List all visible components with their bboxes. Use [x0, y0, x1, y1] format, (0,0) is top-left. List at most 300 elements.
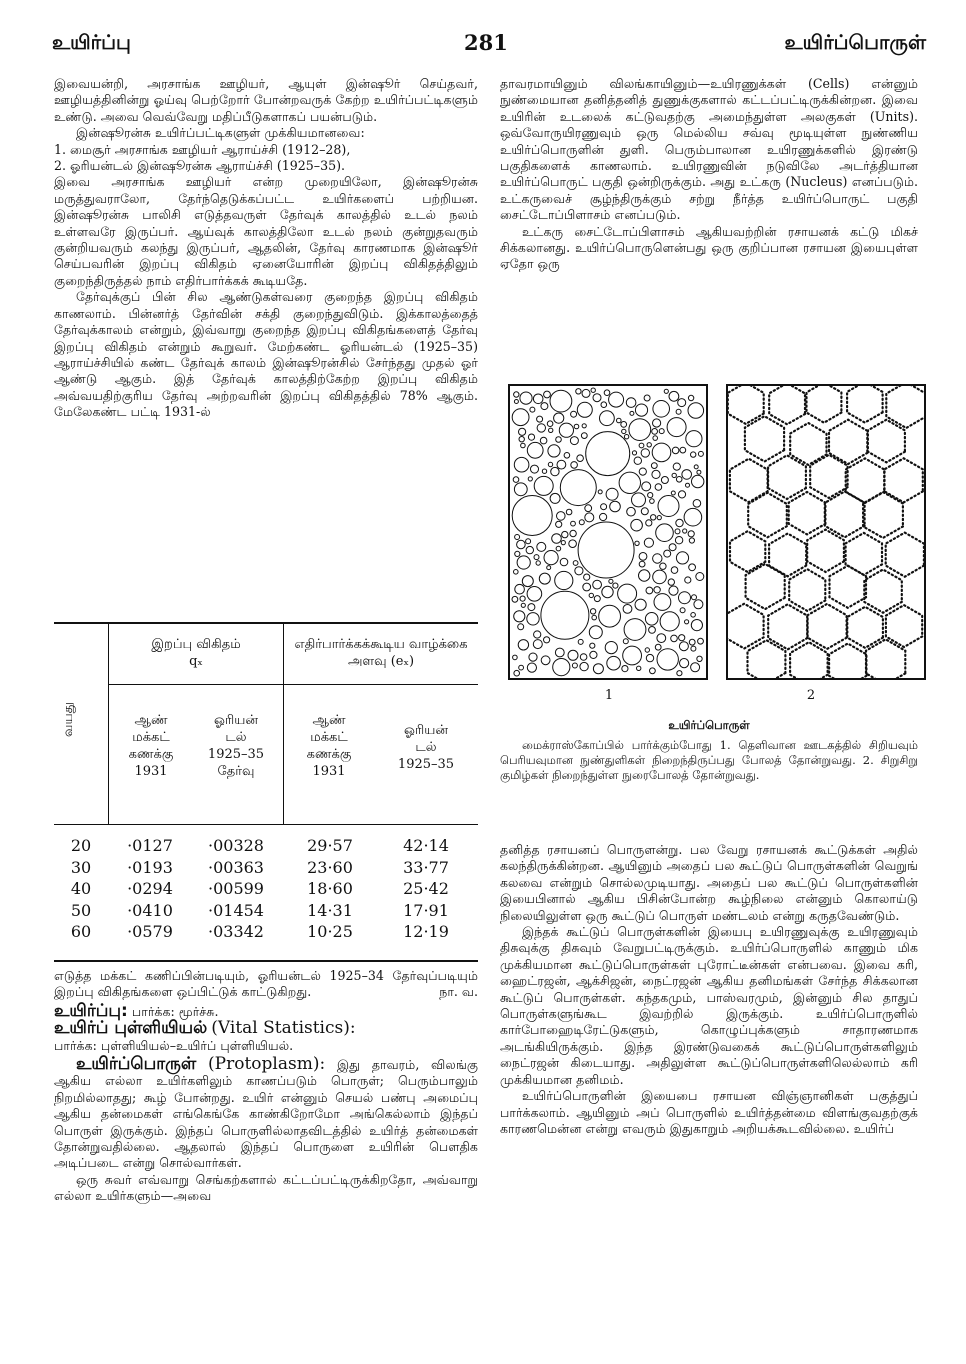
header-line: தேர்வு [217, 764, 255, 779]
header-line: 1931 [312, 764, 346, 779]
table-cell: ·00599 [208, 879, 264, 898]
author-initials: நா. வ. [439, 984, 478, 1000]
droplet [646, 654, 653, 661]
droplet [570, 437, 578, 445]
droplet [541, 591, 589, 639]
droplet [679, 642, 688, 651]
table-col-header [192, 712, 280, 780]
droplet [691, 646, 696, 651]
droplet [604, 390, 610, 396]
droplet [542, 469, 546, 473]
droplet [557, 460, 566, 469]
droplet [676, 552, 688, 564]
droplet [623, 639, 628, 644]
droplet [688, 531, 694, 537]
droplet [519, 428, 526, 435]
droplet [600, 513, 607, 520]
paragraph: உட்கரு சைட்டோப்பிளாசம் ஆகியவற்றின் ரசாயனக் கட்டு மிகச் சிக்கலானது. உயிர்ப்பொருளென்பது ஒரு குறிப்பான ரசாயன இயைபுள்ள ஏதோ ஒரு [500, 223, 918, 272]
header-line: ஓரியன் [403, 723, 448, 738]
droplet [632, 493, 646, 507]
droplet [669, 544, 676, 551]
droplet [646, 520, 652, 526]
droplet [660, 612, 679, 631]
droplet [676, 477, 682, 483]
table-cell: 42·14 [403, 836, 449, 855]
header-line: மக்கட் [310, 730, 348, 745]
droplet [679, 635, 685, 641]
droplet [513, 655, 518, 660]
droplet [555, 571, 573, 589]
droplet [635, 404, 647, 416]
figure-label-1: 1 [604, 688, 614, 703]
droplet [644, 538, 653, 547]
header-line: 1925–35 [207, 747, 265, 762]
droplet [691, 613, 696, 618]
droplet [624, 435, 628, 439]
table-rule [283, 624, 284, 824]
droplet [527, 663, 536, 672]
paragraph: இவை அரசாங்க ஊழியர் என்ற முறையிலோ, இன்ஷூரன்சு மருத்துவராலோ, தேர்ந்தெடுக்கப்பட்ட உயிர்களைப் பற்றியன. இன்ஷூரன்சு பாலிசி எடுத்தவருள் தேர்வுக் காலத்தில் உடல் நலம் உள்ளவரே இருப்பர். ஆய்வுக் காலத்திலோ உடல் நலம் குன்றுதவரும் குன்றியவரும் கலந்து இருப்பர், ஆதலின், தேர்வு காரணமாக இன்ஷூர் செய்பவரின் இறப்பு விகிதம் ஏனையோரின் இறப்பு விகிதத்திலும் குறைந்திருத்தல் நாம் எதிர்பார்க்கக் கூடியதே. [54, 174, 478, 288]
droplet [658, 496, 679, 517]
table-cell: 12·19 [403, 922, 449, 941]
table-age-cell: 60 [70, 922, 92, 941]
figure-panel-foam [726, 384, 926, 680]
droplet [517, 556, 530, 569]
entry-text: பார்க்க: புள்ளியியல்–உயிர்ப் புள்ளியியல். [54, 1037, 294, 1053]
droplet [657, 516, 661, 520]
table-group-header [110, 636, 282, 670]
droplet [528, 434, 534, 440]
figure-title: உயிர்ப்பொருள் [668, 718, 750, 732]
droplet [560, 558, 568, 566]
droplet [590, 651, 597, 658]
droplet [533, 640, 542, 649]
droplet [686, 483, 690, 487]
droplet [650, 499, 655, 504]
droplet [515, 535, 520, 540]
droplet [544, 637, 550, 643]
droplet [651, 463, 657, 469]
droplet [686, 431, 702, 447]
entry-text: பார்க்க: மூர்ச்சு. [131, 1003, 219, 1019]
table-age-cell: 50 [70, 900, 92, 920]
paragraph-text: எடுத்த மக்கட் கணிப்பின்படியும், ஓரியன்டல் 1925–34 தேர்வுப்படியும் இறப்பு விகிதங்களை ஒப்பிட்டுக் காட்டுகிறது. [54, 968, 478, 1000]
entry-text: இது தாவரம், விலங்கு ஆகிய எல்லா உயிர்களிலும் காணப்படும் பொருள்; பெரும்பாலும் நிறமில்லாதது; கூழ் போன்றது. உயிர் என்னும் செயல் பண்பு அமைப்பு ஆகிய தன்மைகள் எங்கெங்கே காண்கிறோமோ அங்கெல்லாம் இந்தப் பொருள் இருக்கும். இந்தப் பொருளில்லாதவிடத்தில் உயிர்த் தன்மைகள் தோன்றுவதில்லை. ஆதலால் இந்தப் பொருளை உயிரின் பௌதிக அடிப்படை என்று சொல்வார்கள். [54, 1057, 478, 1171]
droplet [515, 584, 525, 594]
droplet [521, 443, 526, 448]
droplet [639, 468, 646, 475]
droplet [664, 389, 668, 393]
droplet [671, 635, 678, 642]
droplet [541, 403, 548, 410]
droplet [641, 508, 648, 515]
droplet [512, 496, 552, 536]
droplet [645, 613, 658, 626]
droplet [653, 419, 661, 427]
figure-panel-droplets [508, 384, 708, 680]
droplet [575, 567, 583, 575]
droplet [514, 457, 529, 472]
droplet [520, 596, 525, 601]
paragraph: ஒரு சுவர் எவ்வாறு செங்கற்களால் கட்டப்பட்டிருக்கிறதோ, அவ்வாறு எல்லா உயிர்களும்—அவை [54, 1171, 478, 1204]
droplet [635, 599, 646, 610]
table-age-cell: 30 [70, 857, 92, 877]
table-cell: 29·57 [307, 836, 353, 855]
droplet [697, 470, 701, 474]
droplet [682, 470, 692, 480]
droplet [594, 596, 600, 602]
page-number: 281 [464, 30, 508, 55]
droplet [566, 509, 572, 515]
droplet [544, 551, 558, 565]
droplet [656, 524, 674, 542]
header-line: கணக்கு [128, 747, 174, 762]
running-head-left: உயிர்ப்பு [52, 30, 131, 54]
droplet [697, 656, 702, 661]
droplet [691, 452, 696, 457]
header-line: 1925–35 [397, 757, 455, 772]
droplet [634, 457, 641, 464]
entry-head: உயிர்ப் புள்ளியியல் [54, 1018, 208, 1039]
paragraph: தேர்வுக்குப் பின் சில ஆண்டுகள்வரை குறைந்த இறப்பு விகிதம் காணலாம். பின்னர்த் தேர்வின் சக்தி குறைந்துவிடும். இக்காலத்தைத் தேர்வுக்காலம் என்றும், இவ்வாறு குறைந்த இறப்பு விகிதங்களைத் தேர்வு இறப்பு விகிதம் என்றும் கூறுவர். மேற்கண்ட ஓரியன்டல் (1925–35) ஆராய்ச்சியில் கண்ட தேர்வுக் காலம் இன்ஷூரன்சில் சேர்ந்தது முதல் ஓர் ஆண்டு ஆகும். இத் தேர்வுக் காலத்திற்கேற்ற இறப்பு விகிதம் அவ்வயதிற்குரிய தேர்வு அற்றவரின் இறப்பு விகிதத்தில் 78% ஆகும். மேலேகண்ட பட்டி 1931-ல் [54, 289, 478, 420]
table-cell: ·01454 [208, 900, 264, 920]
droplet [561, 541, 565, 545]
droplet [552, 534, 562, 544]
droplet [639, 553, 647, 561]
droplet [571, 521, 576, 526]
droplet [589, 593, 593, 597]
droplet [624, 619, 646, 641]
droplet [672, 473, 676, 477]
droplet [526, 539, 531, 544]
table-age-cell: 20 [70, 836, 92, 855]
table-cell: ·0579 [127, 922, 173, 941]
table-cell: 25·42 [403, 879, 449, 898]
droplet [582, 424, 586, 428]
droplet [692, 475, 704, 487]
droplet [668, 579, 674, 585]
droplet [629, 419, 651, 441]
droplet [514, 670, 520, 676]
droplet [593, 394, 601, 402]
droplet [580, 654, 587, 661]
droplet [631, 519, 643, 531]
droplet [577, 455, 584, 462]
droplet [601, 504, 607, 510]
droplet [519, 665, 524, 670]
droplet [553, 659, 570, 676]
entry-head: உயிர்ப்பு: [54, 1000, 128, 1021]
droplet [537, 424, 545, 432]
droplet [654, 594, 671, 611]
droplet [652, 470, 660, 478]
droplet [578, 639, 583, 644]
droplet [648, 493, 653, 498]
droplet [671, 567, 678, 574]
droplet [622, 666, 628, 672]
droplet [527, 587, 542, 602]
droplet [639, 443, 644, 448]
droplet [550, 493, 560, 503]
droplet [548, 445, 560, 457]
droplet [548, 462, 552, 466]
droplet [664, 550, 671, 557]
droplet [635, 541, 639, 545]
header-line: ஓரியன் [213, 713, 258, 728]
left-column-top [54, 76, 478, 421]
droplet [691, 663, 700, 672]
droplet [609, 392, 624, 407]
droplet [554, 413, 564, 423]
droplet [602, 586, 613, 597]
droplet [551, 467, 559, 475]
table-cell: ·0410 [127, 900, 173, 920]
droplet [618, 584, 637, 603]
table-top-rule [54, 622, 478, 624]
droplet [578, 522, 634, 578]
droplet [528, 604, 535, 611]
table-cell: ·00328 [208, 836, 264, 855]
droplet [550, 390, 572, 412]
droplet [582, 389, 590, 397]
table-age-cell: 40 [70, 879, 92, 898]
droplet [560, 470, 596, 506]
droplet [609, 579, 613, 583]
table-cell: 10·25 [307, 922, 353, 941]
droplet [521, 603, 525, 607]
droplet [675, 529, 680, 534]
table-cell: 18·60 [307, 879, 353, 898]
droplet [680, 608, 685, 613]
table-cell: ·0193 [127, 857, 173, 877]
droplet [655, 644, 661, 650]
droplet [541, 656, 550, 665]
droplet [623, 646, 642, 665]
droplet [518, 640, 528, 650]
droplet [598, 490, 602, 494]
table-cell: 33·77 [403, 857, 449, 877]
droplet [689, 538, 694, 543]
droplet [630, 411, 634, 415]
droplet [590, 643, 595, 648]
droplet [654, 587, 660, 593]
table-bottom-rule [54, 960, 478, 962]
droplet [537, 416, 543, 422]
droplet [537, 542, 546, 551]
droplet [514, 570, 519, 575]
droplet [593, 664, 603, 674]
droplet [623, 605, 632, 614]
droplet [676, 519, 683, 526]
droplet [562, 531, 568, 537]
droplet [514, 400, 518, 404]
droplet [685, 620, 689, 624]
group-header-symbol: qₓ [189, 654, 203, 669]
droplet [667, 418, 686, 437]
running-head-right: உயிர்ப்பொருள் [784, 30, 926, 54]
entry-protoplasm [54, 1056, 478, 1172]
droplet [514, 392, 519, 397]
table-cell: ·0127 [127, 836, 173, 855]
table-col-header [112, 712, 190, 780]
droplet [692, 595, 697, 600]
table-rule [108, 684, 478, 685]
droplet [514, 483, 527, 496]
table-group-header: எதிர்பார்க்கக்கூடிய வாழ்க்கை அளவு (eₓ) [294, 637, 468, 669]
droplet [675, 537, 682, 544]
droplet [683, 529, 687, 533]
droplet [584, 574, 590, 580]
droplet [534, 476, 553, 495]
droplet [605, 642, 617, 654]
droplet [632, 451, 636, 455]
droplet [539, 573, 550, 584]
table-cell: ·00363 [208, 857, 264, 877]
droplet [585, 513, 594, 522]
droplet [577, 402, 592, 417]
figure-caption: மைக்ராஸ்கோப்பில் பார்க்கும்போது 1. தெளிவான ஊடகத்தில் சிறியவும் பெரியவுமான நுண்துளிகள் நிறைந்திருப்பது போலத் தோன்றுவது. 2. சிறுசிறு குமிழ்கள் நிறைந்துள்ள நுரைபோலத் தோன்றுவது. [500, 738, 918, 782]
droplet [678, 491, 685, 498]
entry-vital-statistics [54, 1020, 478, 1037]
entry-english: (Protoplasm): [208, 1054, 326, 1075]
droplet [526, 546, 533, 553]
right-column-top [500, 76, 918, 273]
droplet [657, 634, 666, 643]
droplet [653, 436, 658, 441]
droplet [515, 551, 520, 556]
droplet [529, 653, 537, 661]
droplet [653, 570, 667, 584]
droplet [678, 399, 686, 407]
droplet [659, 429, 664, 434]
list-item: 2. ஓரியன்டல் இன்ஷூரன்சு ஆராய்ச்சி (1925–35). [54, 158, 346, 174]
droplet [534, 631, 541, 638]
entry-head: உயிர்ப்பொருள் [76, 1054, 197, 1075]
droplet [601, 402, 607, 408]
droplet [647, 443, 651, 447]
droplet [637, 666, 641, 670]
header-line: கணக்கு [306, 747, 352, 762]
droplet [579, 520, 584, 525]
droplet [574, 424, 579, 429]
droplet [693, 500, 701, 508]
group-header-label: இறப்பு விகிதம் [151, 637, 241, 652]
paragraph: இந்தக் கூட்டுப் பொருள்களின் இயைபு உயிரணுவுக்கு உயிரணுவும் திசுவுக்கு திசுவும் வேறுபட்டிருக்கும். உயிர்ப்பொருளில் காணும் மிக முக்கியமான கூட்டுப்பொருள்கள் புரோட்டீன்கள் என்பவை. இவை கரி, ஹைட்ரஜன், ஆக்சிஜன், நைட்ரஜன் ஆகிய தனிமங்கள் சேர்ந்த சிக்கலான கூட்டுப் பொருள்கள். கந்தகமும், பாஸ்வரமும், இன்னும் சில தாதுப் பொருள்களுங்கூட இவற்றில் இருக்கும். உயிர்ப்பொருளில் கார்போஹைடிரேட்டுகளும், கொழுப்புக்களும் சாதாரணமாக அடங்கியிருக்கும். இந்த இரண்டுவகைக் கூட்டுப்பொருள்களிலும் நைட்ரஜன் கிடையாது. அதிலுள்ள கூட்டுப்பொருள்களிலெல்லாம் கரி முக்கியமான தனிமம். [500, 924, 918, 1087]
table-cell: 23·60 [307, 857, 353, 877]
header-line: மக்கட் [132, 730, 170, 745]
header-line: ஆண் [312, 713, 346, 728]
droplet [619, 472, 640, 493]
droplet [606, 488, 618, 500]
droplet [645, 648, 649, 652]
droplet [547, 566, 551, 570]
droplet [691, 620, 702, 631]
droplet [688, 403, 704, 419]
droplet [513, 477, 519, 483]
droplet [555, 648, 564, 657]
droplet [673, 463, 680, 470]
figure-label-2: 2 [806, 688, 816, 703]
droplet [657, 649, 678, 670]
droplet [571, 411, 577, 417]
header-line: டல் [415, 740, 437, 755]
droplet [519, 437, 524, 442]
droplet [527, 613, 539, 625]
droplet [514, 611, 525, 622]
droplet [531, 465, 539, 473]
droplet [672, 447, 679, 454]
header-line: ஆண் [134, 713, 168, 728]
droplet [652, 429, 658, 435]
droplet [585, 505, 592, 512]
droplet [549, 428, 553, 432]
droplet [696, 573, 704, 581]
droplet [589, 626, 602, 639]
droplet [660, 563, 666, 569]
table-cell: ·0294 [127, 879, 173, 898]
droplet [559, 423, 573, 437]
droplet [518, 624, 524, 630]
droplet [641, 449, 649, 457]
droplet [610, 501, 621, 512]
droplet [698, 451, 703, 456]
droplet [676, 409, 681, 414]
droplet [650, 668, 656, 674]
droplet [592, 615, 597, 620]
droplet [694, 600, 703, 609]
paragraph: தனித்த ரசாயனப் பொருளன்று. பல வேறு ரசாயனக் கூட்டுக்கள் அதில் கலந்திருக்கின்றன. ஆயினும் அதைப் பல கூட்டுப் பொருள்களின் வெறுங் கலவை என்றும் சொல்லமுடியாது. அதைப் பல கூட்டுப் பொருள்களின் இயைபினால் ஆகிய பிசின்போன்ற கூழ்நிலை என்னும் கொலாய்டு நிலையிலுள்ள ஒரு கூட்டுப் பொருள் மண்டலம் என்று கருதவேண்டும். [500, 842, 918, 923]
droplet [689, 639, 695, 645]
droplet [689, 564, 696, 571]
droplet [649, 627, 656, 634]
droplet [572, 663, 577, 668]
droplet [593, 580, 602, 589]
droplet [627, 507, 636, 516]
droplet [544, 391, 551, 398]
droplet [671, 491, 675, 495]
droplet [642, 482, 651, 491]
left-column-bottom [54, 968, 478, 1205]
paragraph: இவையன்றி, அரசாங்க ஊழியர், ஆயுள் இன்ஷூர் செய்தவர், ஊழியத்தினின்று ஓய்வு பெற்றோர் போன்றவருக் கேற்ற உயிர்ப்பட்டிகளும் உண்டு. அவை வெவ்வேறு மதிப்பீடுகளாகப் பயன்படும். [54, 76, 478, 124]
droplet [677, 671, 682, 676]
table-header-rule [54, 824, 478, 825]
paragraph: தாவரமாயினும் விலங்காயினும்—உயிரணுக்கள் (Cells) என்னும் நுண்மையான தனித்தனித் துணுக்குகளால் கட்டப்பட்டிருக்கின்றன. இவை உயிரின் உடலைக் கட்டுவதற்கு அமைந்துள்ள அலகுகள் (Units). ஒவ்வோருயிரணுவும் ஒரு மெல்லிய சவ்வு மூடியுள்ள நுண்ணிய உயிர்ப்பொருளின் துளி. பெரும்பாலான உயிரணுக்களில் இரண்டு பகுதிகளைக் காணலாம். உயிரணுவின் நடுவிலே அடர்த்தியான உயிர்ப்பொருட் பகுதி ஒன்றிருக்கும். அது உட்கரு (Nucleus) எனப்படும். உட்கருவைச் சூழ்ந்திருக்கும் சற்று நீர்த்த உயிர்ப்பொருட் பகுதி சைட்டோப்பிளாசம் எனப்படும். [500, 76, 918, 223]
droplet [679, 592, 691, 604]
paragraph [54, 968, 478, 1001]
droplet [607, 656, 621, 670]
droplet [680, 659, 689, 668]
droplet [698, 638, 704, 644]
droplet [661, 477, 668, 484]
droplet [688, 395, 693, 400]
droplet [517, 540, 526, 549]
paragraph: உயிர்ப்பொருளின் இயைபை ரசாயன விஞ்ஞானிகள் பகுத்துப் பார்க்கலாம். ஆயினும் அப் பொருளில் உயிர்த்தன்மை விளங்குவதற்குக் காரணமென்ன என்று எவரும் இதுகாறும் அறியக்கூடவில்லை. உயிர்ப் [500, 1088, 918, 1136]
droplet [669, 586, 678, 595]
droplet [570, 530, 576, 536]
droplet [564, 453, 570, 459]
droplet [512, 409, 529, 426]
droplet [626, 398, 636, 408]
table-cell: 14·31 [307, 900, 353, 920]
paragraph: இன்ஷூரன்சு உயிர்ப்பட்டிகளுள் முக்கியமானவை: [76, 125, 365, 141]
droplet [694, 465, 698, 469]
droplet [522, 576, 533, 587]
table-col-header [288, 712, 370, 780]
droplet [652, 443, 671, 462]
list-item: 1. மைசூர் அரசாங்க ஊழியர் ஆராய்ச்சி (1912–28), [54, 141, 351, 157]
droplet [653, 401, 670, 418]
droplet [646, 587, 653, 594]
